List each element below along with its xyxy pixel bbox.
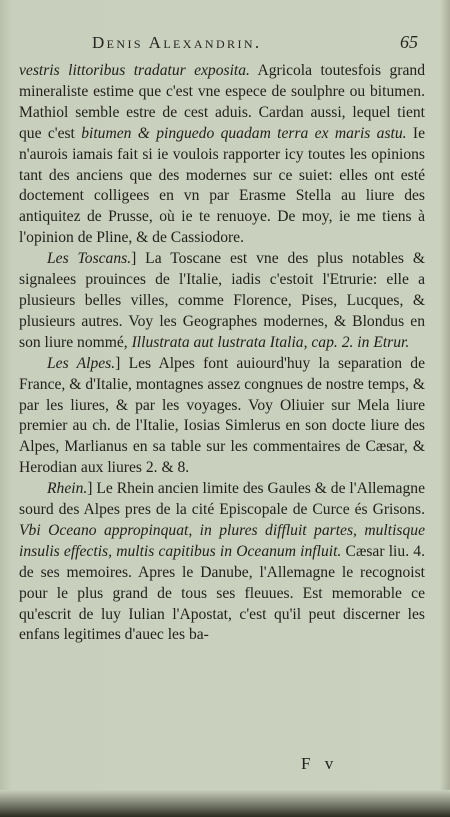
paragraph-4	[19, 479, 425, 646]
running-head: Denis Alexandrin.	[92, 33, 262, 52]
text-span: vestris littoribus tradatur exposita.	[19, 62, 250, 79]
page-number: 65	[400, 32, 418, 52]
text-span: ] La Toscane est vne des plus notables & signalees prouinces de l'Italie, iadis c'estoit l'Etrurie: elle a plusieurs belles villes, comme Florence, Pises, Lucques, & plusieurs autres. Voy les Geographes modernes, & Blondus en son liure nommé,	[19, 250, 425, 351]
text-span: Agricola toutesfois grand mineraliste estime que c'est vne espece de soulphre ou bitumen. Mathiol semble estre de cest aduis. Cardan aussi, lequel tient que c'est	[19, 62, 425, 142]
paragraph-3	[19, 354, 425, 479]
paragraph-1	[19, 61, 425, 249]
text-span: bitumen & pinguedo quadam terra ex maris astu.	[81, 124, 407, 142]
body-text	[19, 61, 425, 646]
text-span: ] Le Rhein ancien limite des Gaules & de l'Allemagne sourd des Alpes pres de la cité Episcopale de Curce és Grisons.	[19, 480, 425, 519]
text-span: Cæsar liu. 4. de ses memoires. Apres le Danube, l'Allemagne le recognoist pour le plus grand de tous ses fleuues. Est memorable ce qu'escrit de luy Iulian l'Apostat, c'est qu'il peut discerner les enfans legitimes d'auec les ba-	[19, 542, 425, 644]
text-span: Ie n'aurois iamais fait si ie voulois rapporter icy toutes les opinions tant des anciens que des modernes sur ce suiet: elles ont esté doctement colligees en vn par Erasme Stella au liure des antiquitez de Prusse, où ie te renuoye. De moy, ie me tiens à l'opinion de Pline, & de Cassiodore.	[19, 124, 425, 247]
text-span: Illustrata aut lustrata Italia, cap. 2. in Etrur.	[131, 333, 410, 351]
text-span: Les Alpes.	[47, 354, 116, 372]
text-span: Vbi Oceano appropinquat, in plures diffluit partes, multisque insulis effectis, multis capitibus in Oceanum influit.	[19, 521, 425, 560]
signature-mark: F v	[301, 754, 339, 773]
page-header	[0, 0, 450, 60]
paragraph-2	[19, 249, 425, 354]
text-span: Les Toscans.	[47, 250, 132, 268]
page-edge-shadow	[0, 790, 450, 817]
text-span: Rhein.	[47, 480, 88, 498]
text-span: ] Les Alpes font auiourd'huy la separation de France, & d'Italie, montagnes assez congnues de nostre temps, & par les liures, & par les voyages. Voy Oliuier sur Mela liure premier au ch. de l'Italie, Iosias Simlerus en son docte liure des Alpes, Marlianus en sa table sur les commentaires de Cæsar, & Herodian aux liures 2. & 8.	[19, 354, 425, 477]
